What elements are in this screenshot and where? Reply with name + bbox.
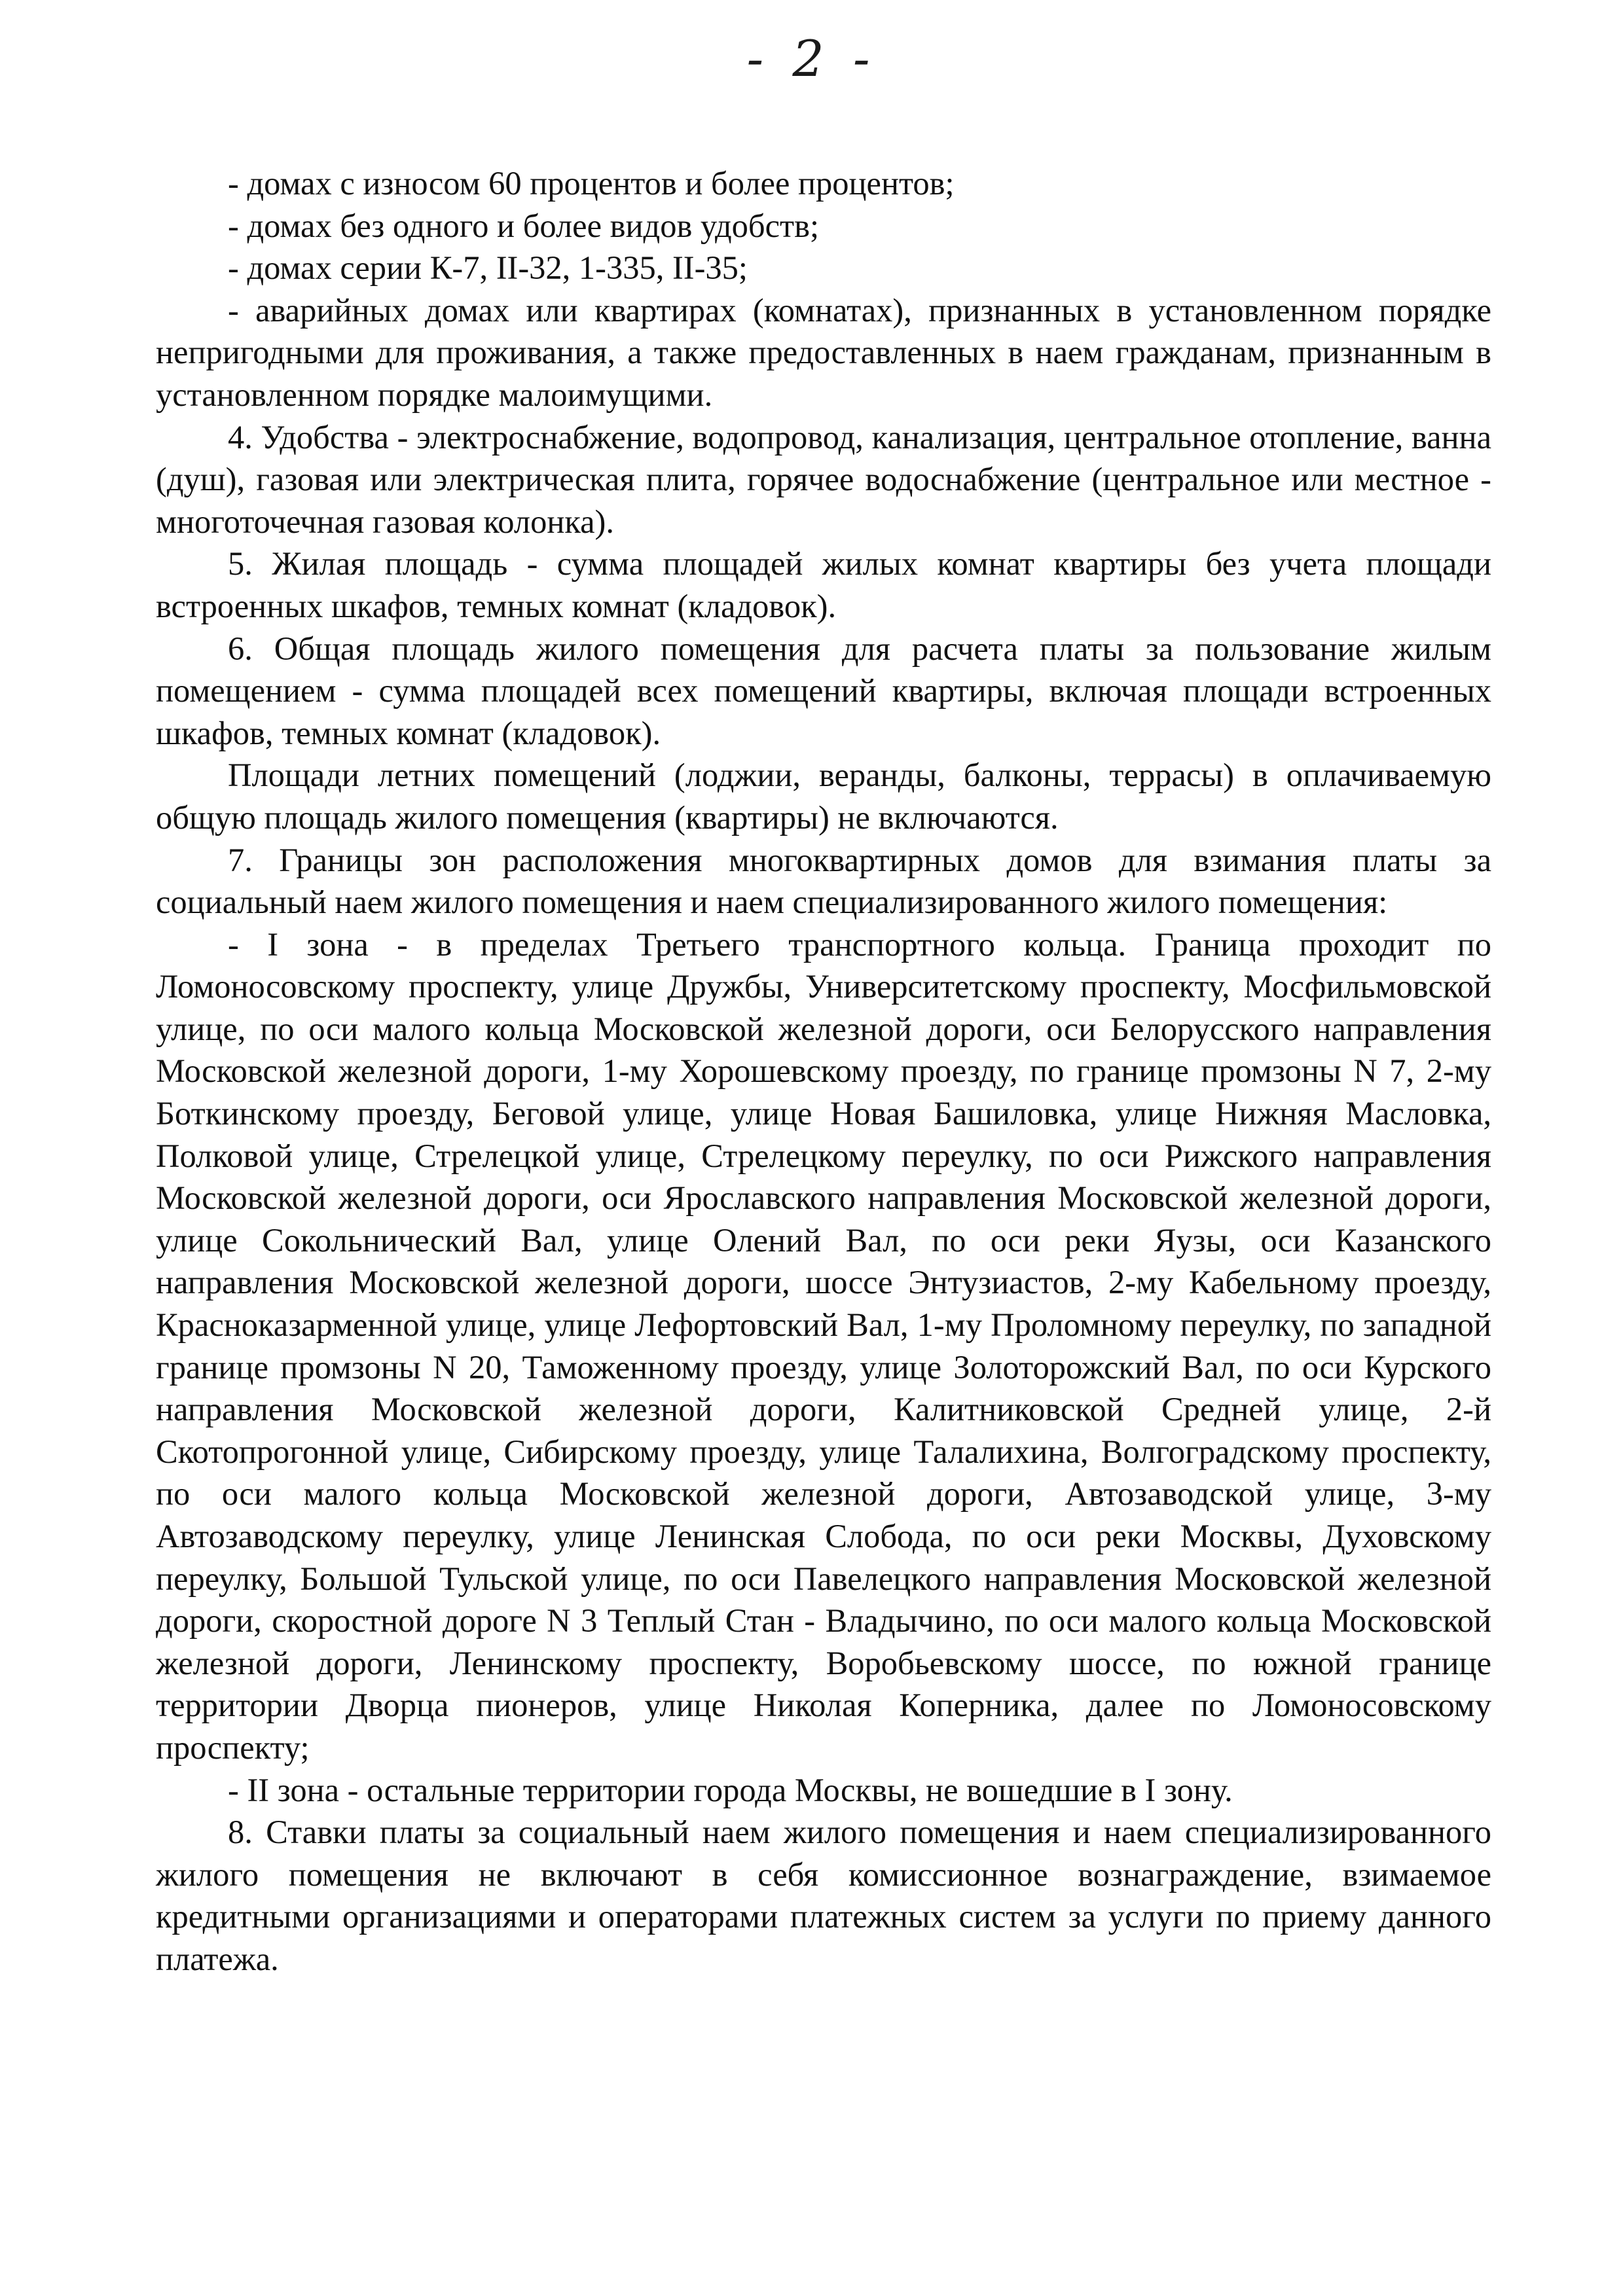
zone-2-description: - II зона - остальные территории города Москвы, не вошедшие в I зону. [228, 1771, 1233, 1808]
zone-1-description: - I зона - в пределах Третьего транспортного кольца. Граница проходит по Ломоносовскому проспекту, улице Дружбы, Университетскому проспекту, Мосфильмовской улице, по оси малого кольца Московской железной дороги, оси Белорусского направления Московской железной дороги, 1-му Хорошевскому проезду, по границе промзоны N 7, 2-му Боткинскому проезду, Беговой улице, улице Новая Башиловка, улице Нижняя Масловка, Полковой улице, Стрелецкой улице, Стрелецкому переулку, по оси Рижского направления Московской железной дороги, оси Ярославского направления Московской железной дороги, улице Сокольнический Вал, улице Олений Вал, по оси реки Яузы, оси Казанского направления Московской железной дороги, шоссе Энтузиастов, 2-му Кабельному проезду, Красноказарменной улице, улице Лефортовский Вал, 1-му Проломному переулку, по западной границе промзоны N 20, Таможенному проезду, улице Золоторожский Вал, по оси Курского направления Московской железной дороги, Калитниковской Средней улице, 2-й Скотопрогонной улице, Сибирскому проезду, улице Талалихина, Волгоградскому проспекту, по оси малого кольца Московской железной дороги, Автозаводской улице, 3-му Автозаводскому переулку, улице Ленинская Слобода, по оси реки Москвы, Духовскому переулку, Большой Тульской улице, по оси Павелецкого направления Московской железной дороги, скоростной дороге N 3 Теплый Стан - Владычино, по оси малого кольца Московской железной дороги, Ленинскому проспекту, Воробьевскому шоссе, по южной границе территории Дворца пионеров, улице Николая Коперника, далее по Ломоносовскому проспекту; [156, 925, 1491, 1766]
list-item-building-series: - домах серии К-7, II-32, 1-335, II-35; [228, 249, 748, 287]
page-number: - 2 - [746, 29, 877, 88]
clause-6-total-area: 6. Общая площадь жилого помещения для расчета платы за пользование жилым помещением - сумма площадей всех помещений квартиры, включая площади встроенных шкафов, темных комнат (кладовок). [156, 630, 1491, 751]
list-item-no-amenities: - домах без одного и более видов удобств; [228, 207, 819, 244]
clause-6-summer-rooms: Площади летних помещений (лоджии, веранды, балконы, террасы) в оплачиваемую общую площадь жилого помещения (квартиры) не включаются. [156, 757, 1491, 836]
document-body [156, 162, 1491, 1981]
clause-7-zone-borders: 7. Границы зон расположения многоквартирных домов для взимания платы за социальный наем жилого помещения и наем специализированного жилого помещения: [156, 841, 1491, 921]
clause-5-living-area: 5. Жилая площадь - сумма площадей жилых комнат квартиры без учета площади встроенных шкафов, темных комнат (кладовок). [156, 545, 1491, 624]
list-item-emergency-housing: - аварийных домах или квартирах (комнатах), признанных в установленном порядке непригодными для проживания, а также предоставленных в наем гражданам, признанным в установленном порядке малоимущими. [156, 291, 1491, 413]
list-item-wear-60: - домах с износом 60 процентов и более процентов; [228, 165, 955, 202]
clause-4-amenities: 4. Удобства - электроснабжение, водопровод, канализация, центральное отопление, ванна (душ), газовая или электрическая плита, горячее водоснабжение (центральное или местное - многоточечная газовая колонка). [156, 418, 1491, 540]
clause-8-commission: 8. Ставки платы за социальный наем жилого помещения и наем специализированного жилого помещения не включают в себя комиссионное вознаграждение, взимаемое кредитными организациями и операторами платежных систем за услуги по приему данного платежа. [156, 1814, 1491, 1977]
